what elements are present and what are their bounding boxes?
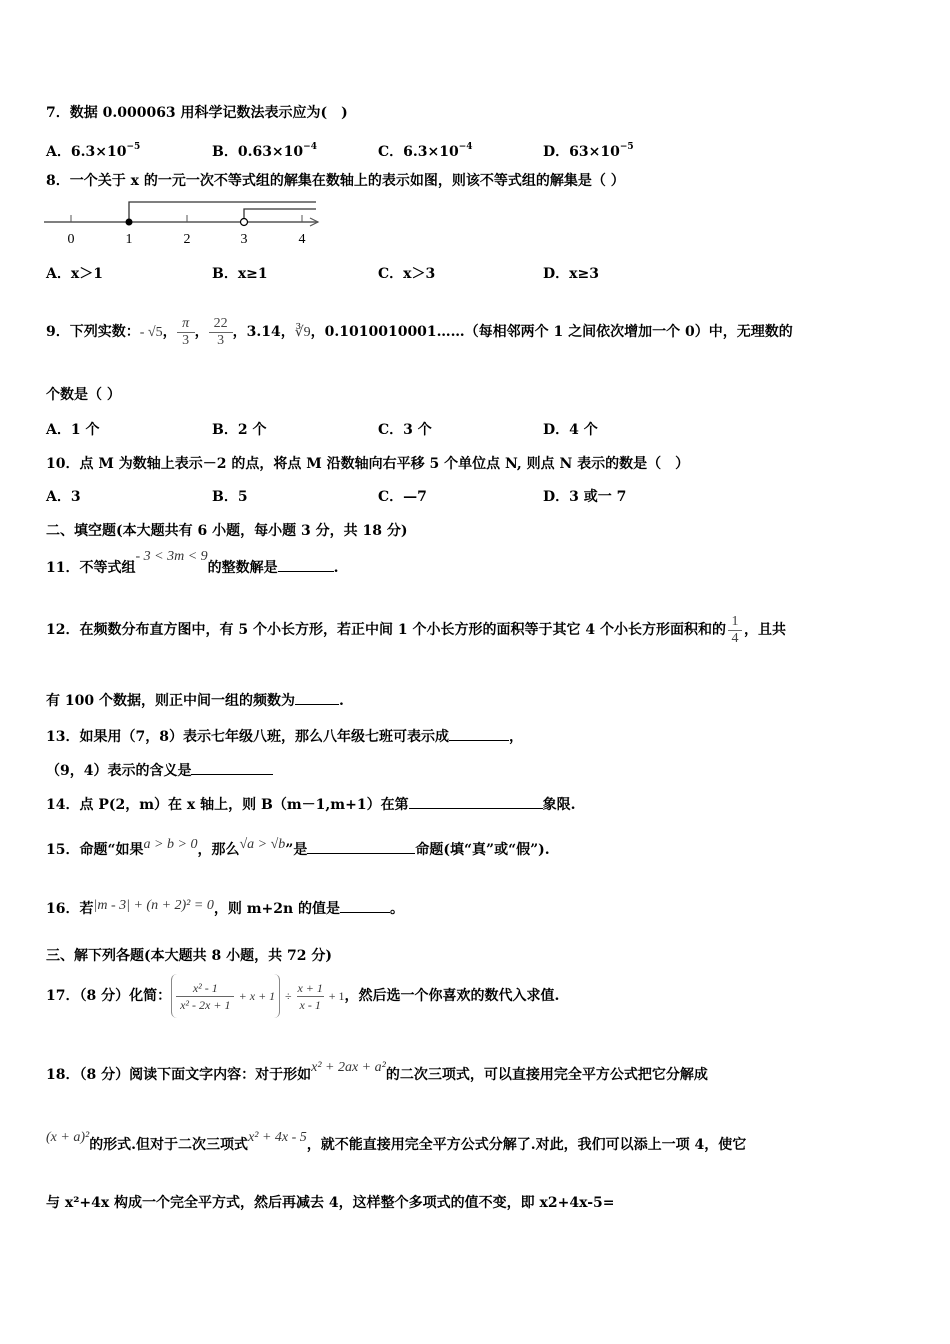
- q7-option-a[interactable]: A．$6.3\times 10^{-5}$: [46, 142, 141, 160]
- q12-line1: 12．在频数分布直方图中，有 5 个小长方形，若正中间 1 个小长方形的面积等于其它 4 个小长方形面积和的 $\frac{1}{4}$ ，且共: [46, 613, 786, 646]
- section-solve-heading: 三、解下列各题(本大题共 8 小题，共 72 分): [46, 948, 332, 964]
- axis-tick-4: 4: [298, 232, 306, 247]
- axis-tick-3: 3: [240, 232, 248, 247]
- q9-line2: 个数是（ ）: [46, 387, 121, 403]
- q15-answer-blank[interactable]: [307, 853, 415, 854]
- q8-stem: 8．一个关于 x 的一元一次不等式组的解集在数轴上的表示如图，则该不等式组的解集是（ ）: [46, 173, 625, 189]
- q9-stem: 9．下列实数：- √5， $\frac{\pi}{3}$ ， $\frac{22}{3}$ ，3.14，∛9，0.1010010001……（每相邻两个 1 之间依次增加一个 0）中，无理数的: [46, 315, 793, 348]
- q18-line2: (x + a)²的形式.但对于二次三项式x² + 4x - 5，就不能直接用完全平方公式分解了.对此，我们可以添上一项 4，使它: [46, 1130, 747, 1153]
- q14-stem: 14．点 P(2，m）在 x 轴上，则 B（m－1,m+1）在第 象限.: [46, 797, 576, 813]
- q10-option-a[interactable]: A．3: [46, 489, 81, 505]
- q8-option-a[interactable]: A．x＞1: [46, 266, 103, 282]
- q10-option-c[interactable]: C．—7: [378, 489, 427, 505]
- q16-answer-blank[interactable]: [340, 912, 390, 913]
- q7-option-b[interactable]: B．$0.63\times 10^{-4}$: [212, 142, 317, 160]
- axis-tick-0: 0: [67, 232, 75, 247]
- q16-stem: 16．若|m - 3| + (n + 2)² = 0，则 m+2n 的值是 。: [46, 898, 405, 917]
- q9-option-b[interactable]: B．2 个: [212, 422, 267, 438]
- q8-option-b[interactable]: B．x≥1: [212, 266, 268, 282]
- q10-stem: 10．点 M 为数轴上表示－2 的点，将点 M 沿数轴向右平移 5 个单位点 N, 则点 N 表示的数是（ ）: [46, 456, 690, 472]
- q7-stem: 7．数据 0.000063 用科学记数法表示应为( ): [46, 105, 348, 121]
- q11-stem: 11．不等式组- 3 < 3m < 9的整数解是 .: [46, 549, 339, 576]
- q7-option-c[interactable]: C．$6.3\times 10^{-4}$: [378, 142, 473, 160]
- q13-answer-blank-2[interactable]: [191, 774, 273, 775]
- section-fill-in-heading: 二、填空题(本大题共有 6 小题，每小题 3 分，共 18 分): [46, 523, 408, 539]
- q8-option-c[interactable]: C．x＞3: [378, 266, 436, 282]
- q18-line3: 与 x²+4x 构成一个完全平方式，然后再减去 4，这样整个多项式的值不变，即 x2+4x-5=: [46, 1195, 615, 1211]
- axis-tick-2: 2: [183, 232, 191, 247]
- q11-answer-blank[interactable]: [278, 571, 334, 572]
- q14-answer-blank[interactable]: [409, 808, 543, 809]
- q17-stem: 17．（8 分）化简： $\frac{\text{x² - 1}}{\text{x² - 2x + 1}}$ + x + 1 ÷ $\frac{x + 1}{x - 1}$ + 1，然后选一个你喜欢的数代入求值.: [46, 974, 559, 1018]
- q9-option-c[interactable]: C．3 个: [378, 422, 432, 438]
- number-line-figure: [40, 196, 330, 248]
- axis-tick-1: 1: [125, 232, 133, 247]
- q9-option-a[interactable]: A．1 个: [46, 422, 100, 438]
- q12-line2: 有 100 个数据，则正中间一组的频数为 .: [46, 693, 344, 709]
- q12-answer-blank[interactable]: [295, 704, 339, 705]
- q10-option-b[interactable]: B．5: [212, 489, 248, 505]
- q7-option-d[interactable]: D．$63\times 10^{-5}$: [543, 142, 634, 160]
- q13-line1: 13．如果用（7，8）表示七年级八班，那么八年级七班可表示成 ，: [46, 729, 523, 745]
- q8-option-d[interactable]: D．x≥3: [543, 266, 599, 282]
- q15-stem: 15．命题“如果a > b > 0，那么√a > √b”是 命题(填“真”或“假”).: [46, 837, 550, 858]
- q13-line2: （9，4）表示的含义是: [46, 761, 273, 781]
- q10-option-d[interactable]: D．3 或一 7: [543, 489, 627, 505]
- q18-line1: 18．（8 分）阅读下面文字内容：对于形如x² + 2ax + a²的二次三项式，可以直接用完全平方公式把它分解成: [46, 1060, 708, 1083]
- q13-answer-blank-1[interactable]: [449, 740, 509, 741]
- q9-option-d[interactable]: D．4 个: [543, 422, 598, 438]
